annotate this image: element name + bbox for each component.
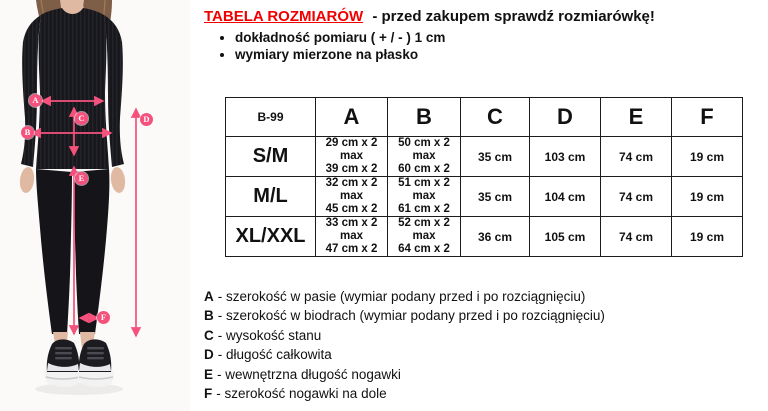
measure-marker-a: A	[29, 94, 42, 107]
legend-item-f: F - szerokość nogawki na dole	[204, 386, 387, 402]
measure-marker-e: E	[75, 172, 88, 185]
measurement-notes	[221, 29, 445, 63]
table-row-sm	[226, 137, 743, 177]
cell-c: 35 cm	[461, 137, 530, 177]
note-accuracy: • dokładność pomiaru ( + / - ) 1 cm	[235, 29, 445, 46]
cell-e: 74 cm	[601, 137, 672, 177]
cell-c: 36 cm	[461, 217, 530, 257]
note-flat: • wymiary mierzone na płasko	[235, 46, 445, 63]
cell-f: 19 cm	[672, 177, 743, 217]
measure-marker-b: B	[21, 126, 34, 139]
legend-item-b: B - szerokość w biodrach (wymiar podany przed i po rozciągnięciu)	[204, 308, 605, 324]
cell-b: 50 cm x 2 max 60 cm x 2	[388, 137, 461, 177]
table-header-row	[226, 98, 743, 137]
measure-marker-f: F	[97, 311, 110, 324]
cell-f: 19 cm	[672, 217, 743, 257]
column-header-d: D	[530, 98, 601, 137]
cell-f: 19 cm	[672, 137, 743, 177]
cell-e: 74 cm	[601, 177, 672, 217]
cell-d: 105 cm	[530, 217, 601, 257]
legend-item-e: E - wewnętrzna długość nogawki	[204, 366, 401, 382]
cell-a: 32 cm x 2 max 45 cm x 2	[316, 177, 388, 217]
legend-item-d: D - długość całkowita	[204, 347, 332, 363]
measurement-legend	[204, 287, 605, 403]
title-suffix: - przed zakupem sprawdź rozmiarówkę!	[372, 8, 655, 25]
size-label: XL/XXL	[226, 217, 316, 257]
cell-a: 29 cm x 2 max 39 cm x 2	[316, 137, 388, 177]
column-header-e: E	[601, 98, 672, 137]
column-header-f: F	[672, 98, 743, 137]
measure-marker-d: D	[140, 113, 153, 126]
cell-a: 33 cm x 2 max 47 cm x 2	[316, 217, 388, 257]
column-header-c: C	[461, 98, 530, 137]
cell-d: 103 cm	[530, 137, 601, 177]
column-header-b: B	[388, 98, 461, 137]
legend-item-a: A - szerokość w pasie (wymiar podany przed i po rozciągnięciu)	[204, 289, 586, 304]
title-highlight: TABELA ROZMIARÓW	[204, 8, 364, 25]
model-photo	[0, 0, 190, 411]
page-title	[204, 8, 655, 25]
table-row-ml	[226, 177, 743, 217]
size-table	[225, 97, 743, 257]
measure-marker-c: C	[75, 112, 88, 125]
column-header-a: A	[316, 98, 388, 137]
size-label: S/M	[226, 137, 316, 177]
cell-e: 74 cm	[601, 217, 672, 257]
table-row-xlxxl	[226, 217, 743, 257]
cell-b: 52 cm x 2 max 64 cm x 2	[388, 217, 461, 257]
cell-c: 35 cm	[461, 177, 530, 217]
measurement-arrows	[0, 0, 190, 411]
size-label: M/L	[226, 177, 316, 217]
cell-d: 104 cm	[530, 177, 601, 217]
model-code: B-99	[226, 98, 316, 137]
legend-item-c: C - wysokość stanu	[204, 327, 322, 343]
cell-b: 51 cm x 2 max 61 cm x 2	[388, 177, 461, 217]
